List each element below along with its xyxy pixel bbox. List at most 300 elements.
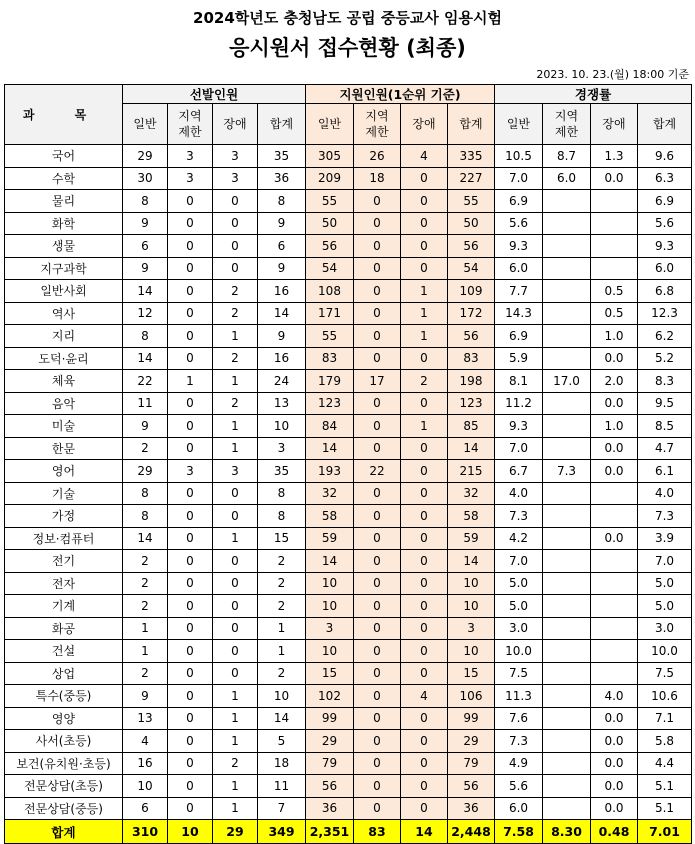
- table-row: [5, 347, 692, 370]
- value-cell: 79: [448, 752, 495, 775]
- value-cell: 2: [258, 595, 306, 618]
- subject-cell: 한문: [5, 437, 123, 460]
- value-cell: 3.0: [495, 617, 543, 640]
- value-cell: 0: [354, 325, 401, 348]
- value-cell: 8: [258, 482, 306, 505]
- value-cell: 9.3: [495, 415, 543, 438]
- value-cell: 227: [448, 167, 495, 190]
- subject-cell: 미술: [5, 415, 123, 438]
- value-cell: 8: [123, 482, 168, 505]
- table-row: [5, 527, 692, 550]
- value-cell: 0: [168, 550, 213, 573]
- value-cell: 14: [123, 280, 168, 303]
- value-cell: [591, 617, 638, 640]
- table-row: [5, 662, 692, 685]
- value-cell: 3: [258, 437, 306, 460]
- value-cell: 7.5: [495, 662, 543, 685]
- value-cell: [543, 707, 591, 730]
- subject-cell: 생물: [5, 235, 123, 258]
- value-cell: 6.7: [495, 460, 543, 483]
- value-cell: 0: [354, 662, 401, 685]
- value-cell: 6.9: [495, 190, 543, 213]
- group-header-applicants: 지원인원(1순위 기준): [306, 85, 495, 104]
- value-cell: 305: [306, 145, 354, 168]
- value-cell: 5.8: [638, 730, 692, 753]
- value-cell: 85: [448, 415, 495, 438]
- value-cell: 29: [123, 460, 168, 483]
- table-row: [5, 617, 692, 640]
- value-cell: 0: [168, 482, 213, 505]
- value-cell: 0: [401, 730, 448, 753]
- subject-cell: 보건(유치원·초등): [5, 752, 123, 775]
- sub-header-selection-1: 지역 제한: [168, 104, 213, 145]
- value-cell: 6.0: [495, 797, 543, 820]
- value-cell: 0: [168, 392, 213, 415]
- value-cell: 11: [258, 775, 306, 798]
- value-cell: 9: [258, 325, 306, 348]
- value-cell: 0: [401, 550, 448, 573]
- value-cell: 7.5: [638, 662, 692, 685]
- value-cell: 6.0: [638, 257, 692, 280]
- value-cell: 79: [306, 752, 354, 775]
- value-cell: 15: [448, 662, 495, 685]
- subject-cell: 사서(초등): [5, 730, 123, 753]
- value-cell: [543, 550, 591, 573]
- subject-cell: 일반사회: [5, 280, 123, 303]
- value-cell: 2: [258, 550, 306, 573]
- value-cell: 36: [448, 797, 495, 820]
- table-row: [5, 370, 692, 393]
- value-cell: 18: [354, 167, 401, 190]
- value-cell: 0: [168, 325, 213, 348]
- value-cell: [543, 797, 591, 820]
- value-cell: 2: [213, 392, 258, 415]
- value-cell: 0: [168, 235, 213, 258]
- table-row: [5, 325, 692, 348]
- table-row: [5, 302, 692, 325]
- value-cell: 16: [258, 347, 306, 370]
- value-cell: 11.3: [495, 685, 543, 708]
- value-cell: 1: [213, 707, 258, 730]
- value-cell: 7.3: [495, 505, 543, 528]
- total-value-cell: 310: [123, 820, 168, 844]
- value-cell: 14: [123, 527, 168, 550]
- value-cell: 1: [401, 280, 448, 303]
- table-row: [5, 235, 692, 258]
- value-cell: 0: [401, 707, 448, 730]
- value-cell: 0: [354, 550, 401, 573]
- value-cell: 13: [258, 392, 306, 415]
- value-cell: 3: [213, 460, 258, 483]
- value-cell: 0: [168, 685, 213, 708]
- value-cell: 0: [168, 617, 213, 640]
- value-cell: 0: [401, 527, 448, 550]
- value-cell: 5.0: [638, 572, 692, 595]
- total-value-cell: 2,448: [448, 820, 495, 844]
- total-value-cell: 7.58: [495, 820, 543, 844]
- value-cell: 7.1: [638, 707, 692, 730]
- sub-header-applicants-0: 일반: [306, 104, 354, 145]
- value-cell: 3.0: [638, 617, 692, 640]
- value-cell: 0: [401, 257, 448, 280]
- value-cell: 0.0: [591, 752, 638, 775]
- value-cell: 1: [213, 685, 258, 708]
- value-cell: 1.3: [591, 145, 638, 168]
- value-cell: [543, 280, 591, 303]
- value-cell: 1: [213, 730, 258, 753]
- value-cell: 10: [258, 415, 306, 438]
- subject-cell: 특수(중등): [5, 685, 123, 708]
- subject-header: 과 목: [5, 85, 123, 145]
- subject-cell: 화학: [5, 212, 123, 235]
- value-cell: 0: [354, 302, 401, 325]
- value-cell: 3: [168, 145, 213, 168]
- value-cell: 0: [401, 572, 448, 595]
- value-cell: 14: [258, 302, 306, 325]
- subject-cell: 수학: [5, 167, 123, 190]
- value-cell: 15: [258, 527, 306, 550]
- value-cell: 8: [123, 505, 168, 528]
- value-cell: 0: [354, 617, 401, 640]
- value-cell: 11: [123, 392, 168, 415]
- value-cell: 4.0: [638, 482, 692, 505]
- table-row: [5, 707, 692, 730]
- value-cell: [543, 415, 591, 438]
- value-cell: 7.0: [495, 167, 543, 190]
- value-cell: 1: [213, 370, 258, 393]
- subject-cell: 물리: [5, 190, 123, 213]
- value-cell: 9.5: [638, 392, 692, 415]
- value-cell: [591, 662, 638, 685]
- value-cell: 0: [213, 572, 258, 595]
- value-cell: 4.0: [591, 685, 638, 708]
- value-cell: 2: [213, 302, 258, 325]
- value-cell: 35: [258, 460, 306, 483]
- value-cell: 9: [123, 257, 168, 280]
- value-cell: 16: [123, 752, 168, 775]
- value-cell: 0: [354, 775, 401, 798]
- table-row: [5, 797, 692, 820]
- value-cell: [543, 257, 591, 280]
- value-cell: 7.3: [543, 460, 591, 483]
- subject-cell: 기술: [5, 482, 123, 505]
- value-cell: 4: [401, 685, 448, 708]
- value-cell: 123: [306, 392, 354, 415]
- value-cell: [543, 482, 591, 505]
- value-cell: 172: [448, 302, 495, 325]
- value-cell: 6.2: [638, 325, 692, 348]
- value-cell: 9: [258, 257, 306, 280]
- value-cell: 1: [401, 325, 448, 348]
- value-cell: 1: [213, 437, 258, 460]
- value-cell: 1: [213, 415, 258, 438]
- value-cell: 0: [213, 640, 258, 663]
- value-cell: 0: [401, 505, 448, 528]
- value-cell: 0: [168, 752, 213, 775]
- value-cell: 10: [448, 640, 495, 663]
- value-cell: 10: [258, 685, 306, 708]
- total-label: 합계: [5, 820, 123, 844]
- value-cell: 0: [354, 347, 401, 370]
- total-value-cell: 10: [168, 820, 213, 844]
- value-cell: 2: [123, 550, 168, 573]
- value-cell: 83: [448, 347, 495, 370]
- value-cell: 0: [213, 190, 258, 213]
- value-cell: 0: [354, 257, 401, 280]
- value-cell: 29: [448, 730, 495, 753]
- table-row: [5, 550, 692, 573]
- value-cell: 0: [354, 527, 401, 550]
- value-cell: 50: [448, 212, 495, 235]
- value-cell: [543, 662, 591, 685]
- value-cell: 0: [168, 595, 213, 618]
- value-cell: 14: [306, 550, 354, 573]
- table-row: [5, 640, 692, 663]
- table-row: [5, 730, 692, 753]
- value-cell: 56: [448, 235, 495, 258]
- subject-cell: 영양: [5, 707, 123, 730]
- value-cell: 0: [401, 460, 448, 483]
- value-cell: 0: [354, 280, 401, 303]
- group-header-competition: 경쟁률: [495, 85, 692, 104]
- value-cell: 50: [306, 212, 354, 235]
- value-cell: 106: [448, 685, 495, 708]
- value-cell: 1: [213, 775, 258, 798]
- value-cell: 58: [306, 505, 354, 528]
- value-cell: 56: [306, 235, 354, 258]
- value-cell: 0: [168, 730, 213, 753]
- value-cell: 54: [306, 257, 354, 280]
- value-cell: 0: [401, 167, 448, 190]
- value-cell: 4.0: [495, 482, 543, 505]
- value-cell: 16: [258, 280, 306, 303]
- value-cell: 209: [306, 167, 354, 190]
- value-cell: 3.9: [638, 527, 692, 550]
- value-cell: 0.0: [591, 460, 638, 483]
- value-cell: 0: [354, 235, 401, 258]
- value-cell: 2: [123, 595, 168, 618]
- value-cell: 0: [168, 437, 213, 460]
- value-cell: 0.0: [591, 167, 638, 190]
- value-cell: 0.0: [591, 527, 638, 550]
- value-cell: 0: [354, 572, 401, 595]
- table-row: [5, 460, 692, 483]
- value-cell: 0: [354, 482, 401, 505]
- value-cell: 55: [306, 190, 354, 213]
- value-cell: 8.7: [543, 145, 591, 168]
- value-cell: [543, 302, 591, 325]
- value-cell: 171: [306, 302, 354, 325]
- value-cell: 2: [258, 662, 306, 685]
- value-cell: 0: [168, 212, 213, 235]
- value-cell: [543, 392, 591, 415]
- subject-cell: 지리: [5, 325, 123, 348]
- value-cell: 0: [354, 685, 401, 708]
- value-cell: 0: [354, 752, 401, 775]
- sub-header-competition-2: 장애: [591, 104, 638, 145]
- value-cell: 2: [401, 370, 448, 393]
- value-cell: 22: [123, 370, 168, 393]
- value-cell: 109: [448, 280, 495, 303]
- value-cell: 99: [448, 707, 495, 730]
- value-cell: 215: [448, 460, 495, 483]
- value-cell: 13: [123, 707, 168, 730]
- value-cell: 32: [306, 482, 354, 505]
- value-cell: 8: [123, 190, 168, 213]
- value-cell: 0: [168, 707, 213, 730]
- value-cell: 198: [448, 370, 495, 393]
- sub-header-competition-3: 합계: [638, 104, 692, 145]
- value-cell: 14: [448, 550, 495, 573]
- value-cell: 0.0: [591, 775, 638, 798]
- value-cell: [543, 572, 591, 595]
- table-row: [5, 415, 692, 438]
- value-cell: 14: [258, 707, 306, 730]
- value-cell: 1.0: [591, 325, 638, 348]
- value-cell: 179: [306, 370, 354, 393]
- value-cell: 0: [168, 775, 213, 798]
- value-cell: 0: [213, 505, 258, 528]
- value-cell: 83: [306, 347, 354, 370]
- subject-cell: 전문상담(초등): [5, 775, 123, 798]
- applications-table: [4, 84, 692, 844]
- value-cell: 0: [354, 415, 401, 438]
- value-cell: 2: [123, 662, 168, 685]
- page-subtitle: 응시원서 접수현황 (최종): [229, 36, 466, 60]
- total-value-cell: 8.30: [543, 820, 591, 844]
- value-cell: 0: [168, 347, 213, 370]
- value-cell: 1: [213, 527, 258, 550]
- value-cell: 1: [401, 415, 448, 438]
- value-cell: 7.7: [495, 280, 543, 303]
- value-cell: 0: [213, 235, 258, 258]
- value-cell: 5.1: [638, 797, 692, 820]
- value-cell: 0: [213, 662, 258, 685]
- subject-cell: 전문상담(중등): [5, 797, 123, 820]
- value-cell: [591, 595, 638, 618]
- sub-header-selection-0: 일반: [123, 104, 168, 145]
- total-value-cell: 2,351: [306, 820, 354, 844]
- value-cell: 0: [213, 482, 258, 505]
- value-cell: 193: [306, 460, 354, 483]
- value-cell: 123: [448, 392, 495, 415]
- value-cell: 6.3: [638, 167, 692, 190]
- value-cell: 0: [354, 505, 401, 528]
- subject-cell: 영어: [5, 460, 123, 483]
- value-cell: 0: [401, 775, 448, 798]
- value-cell: [543, 347, 591, 370]
- value-cell: 9.3: [495, 235, 543, 258]
- value-cell: 0: [354, 730, 401, 753]
- value-cell: 0.5: [591, 280, 638, 303]
- value-cell: 0: [354, 640, 401, 663]
- value-cell: 6.1: [638, 460, 692, 483]
- value-cell: [591, 640, 638, 663]
- value-cell: 2: [213, 347, 258, 370]
- value-cell: [543, 775, 591, 798]
- value-cell: 22: [354, 460, 401, 483]
- value-cell: 56: [306, 775, 354, 798]
- value-cell: 6: [258, 235, 306, 258]
- value-cell: [591, 482, 638, 505]
- subject-cell: 전자: [5, 572, 123, 595]
- value-cell: 18: [258, 752, 306, 775]
- table-row: [5, 775, 692, 798]
- value-cell: 4: [401, 145, 448, 168]
- value-cell: 1: [213, 797, 258, 820]
- value-cell: 12: [123, 302, 168, 325]
- value-cell: 0: [168, 797, 213, 820]
- table-row: [5, 167, 692, 190]
- sub-header-selection-3: 합계: [258, 104, 306, 145]
- value-cell: 1: [123, 617, 168, 640]
- value-cell: 14.3: [495, 302, 543, 325]
- value-cell: 0: [401, 212, 448, 235]
- value-cell: 26: [354, 145, 401, 168]
- value-cell: 8: [258, 505, 306, 528]
- value-cell: 10.6: [638, 685, 692, 708]
- value-cell: 9: [123, 415, 168, 438]
- value-cell: 8: [258, 190, 306, 213]
- value-cell: 102: [306, 685, 354, 708]
- subject-cell: 지구과학: [5, 257, 123, 280]
- value-cell: [543, 190, 591, 213]
- value-cell: 0: [168, 190, 213, 213]
- subject-cell: 체육: [5, 370, 123, 393]
- value-cell: 14: [306, 437, 354, 460]
- value-cell: [543, 325, 591, 348]
- total-value-cell: 29: [213, 820, 258, 844]
- value-cell: 56: [448, 775, 495, 798]
- value-cell: 32: [448, 482, 495, 505]
- value-cell: [543, 730, 591, 753]
- value-cell: 56: [448, 325, 495, 348]
- value-cell: 10: [306, 572, 354, 595]
- value-cell: 0.5: [591, 302, 638, 325]
- value-cell: 0: [168, 280, 213, 303]
- value-cell: 1: [168, 370, 213, 393]
- table-row: [5, 752, 692, 775]
- value-cell: 3: [213, 145, 258, 168]
- value-cell: 0: [168, 527, 213, 550]
- value-cell: [543, 505, 591, 528]
- value-cell: 0: [401, 797, 448, 820]
- value-cell: 3: [448, 617, 495, 640]
- value-cell: 0.0: [591, 707, 638, 730]
- value-cell: [591, 235, 638, 258]
- value-cell: 0: [213, 595, 258, 618]
- table-row: [5, 482, 692, 505]
- value-cell: 7.6: [495, 707, 543, 730]
- value-cell: 7.3: [638, 505, 692, 528]
- value-cell: 3: [213, 167, 258, 190]
- value-cell: 5.0: [495, 595, 543, 618]
- value-cell: 6.0: [495, 257, 543, 280]
- table-row: [5, 212, 692, 235]
- value-cell: 0: [401, 392, 448, 415]
- value-cell: 36: [258, 167, 306, 190]
- value-cell: 0: [401, 752, 448, 775]
- value-cell: 0: [354, 797, 401, 820]
- value-cell: 2: [123, 437, 168, 460]
- value-cell: 9: [258, 212, 306, 235]
- table-row: [5, 437, 692, 460]
- value-cell: 3: [168, 167, 213, 190]
- value-cell: 99: [306, 707, 354, 730]
- value-cell: 8: [123, 325, 168, 348]
- value-cell: 0: [354, 190, 401, 213]
- value-cell: 5: [258, 730, 306, 753]
